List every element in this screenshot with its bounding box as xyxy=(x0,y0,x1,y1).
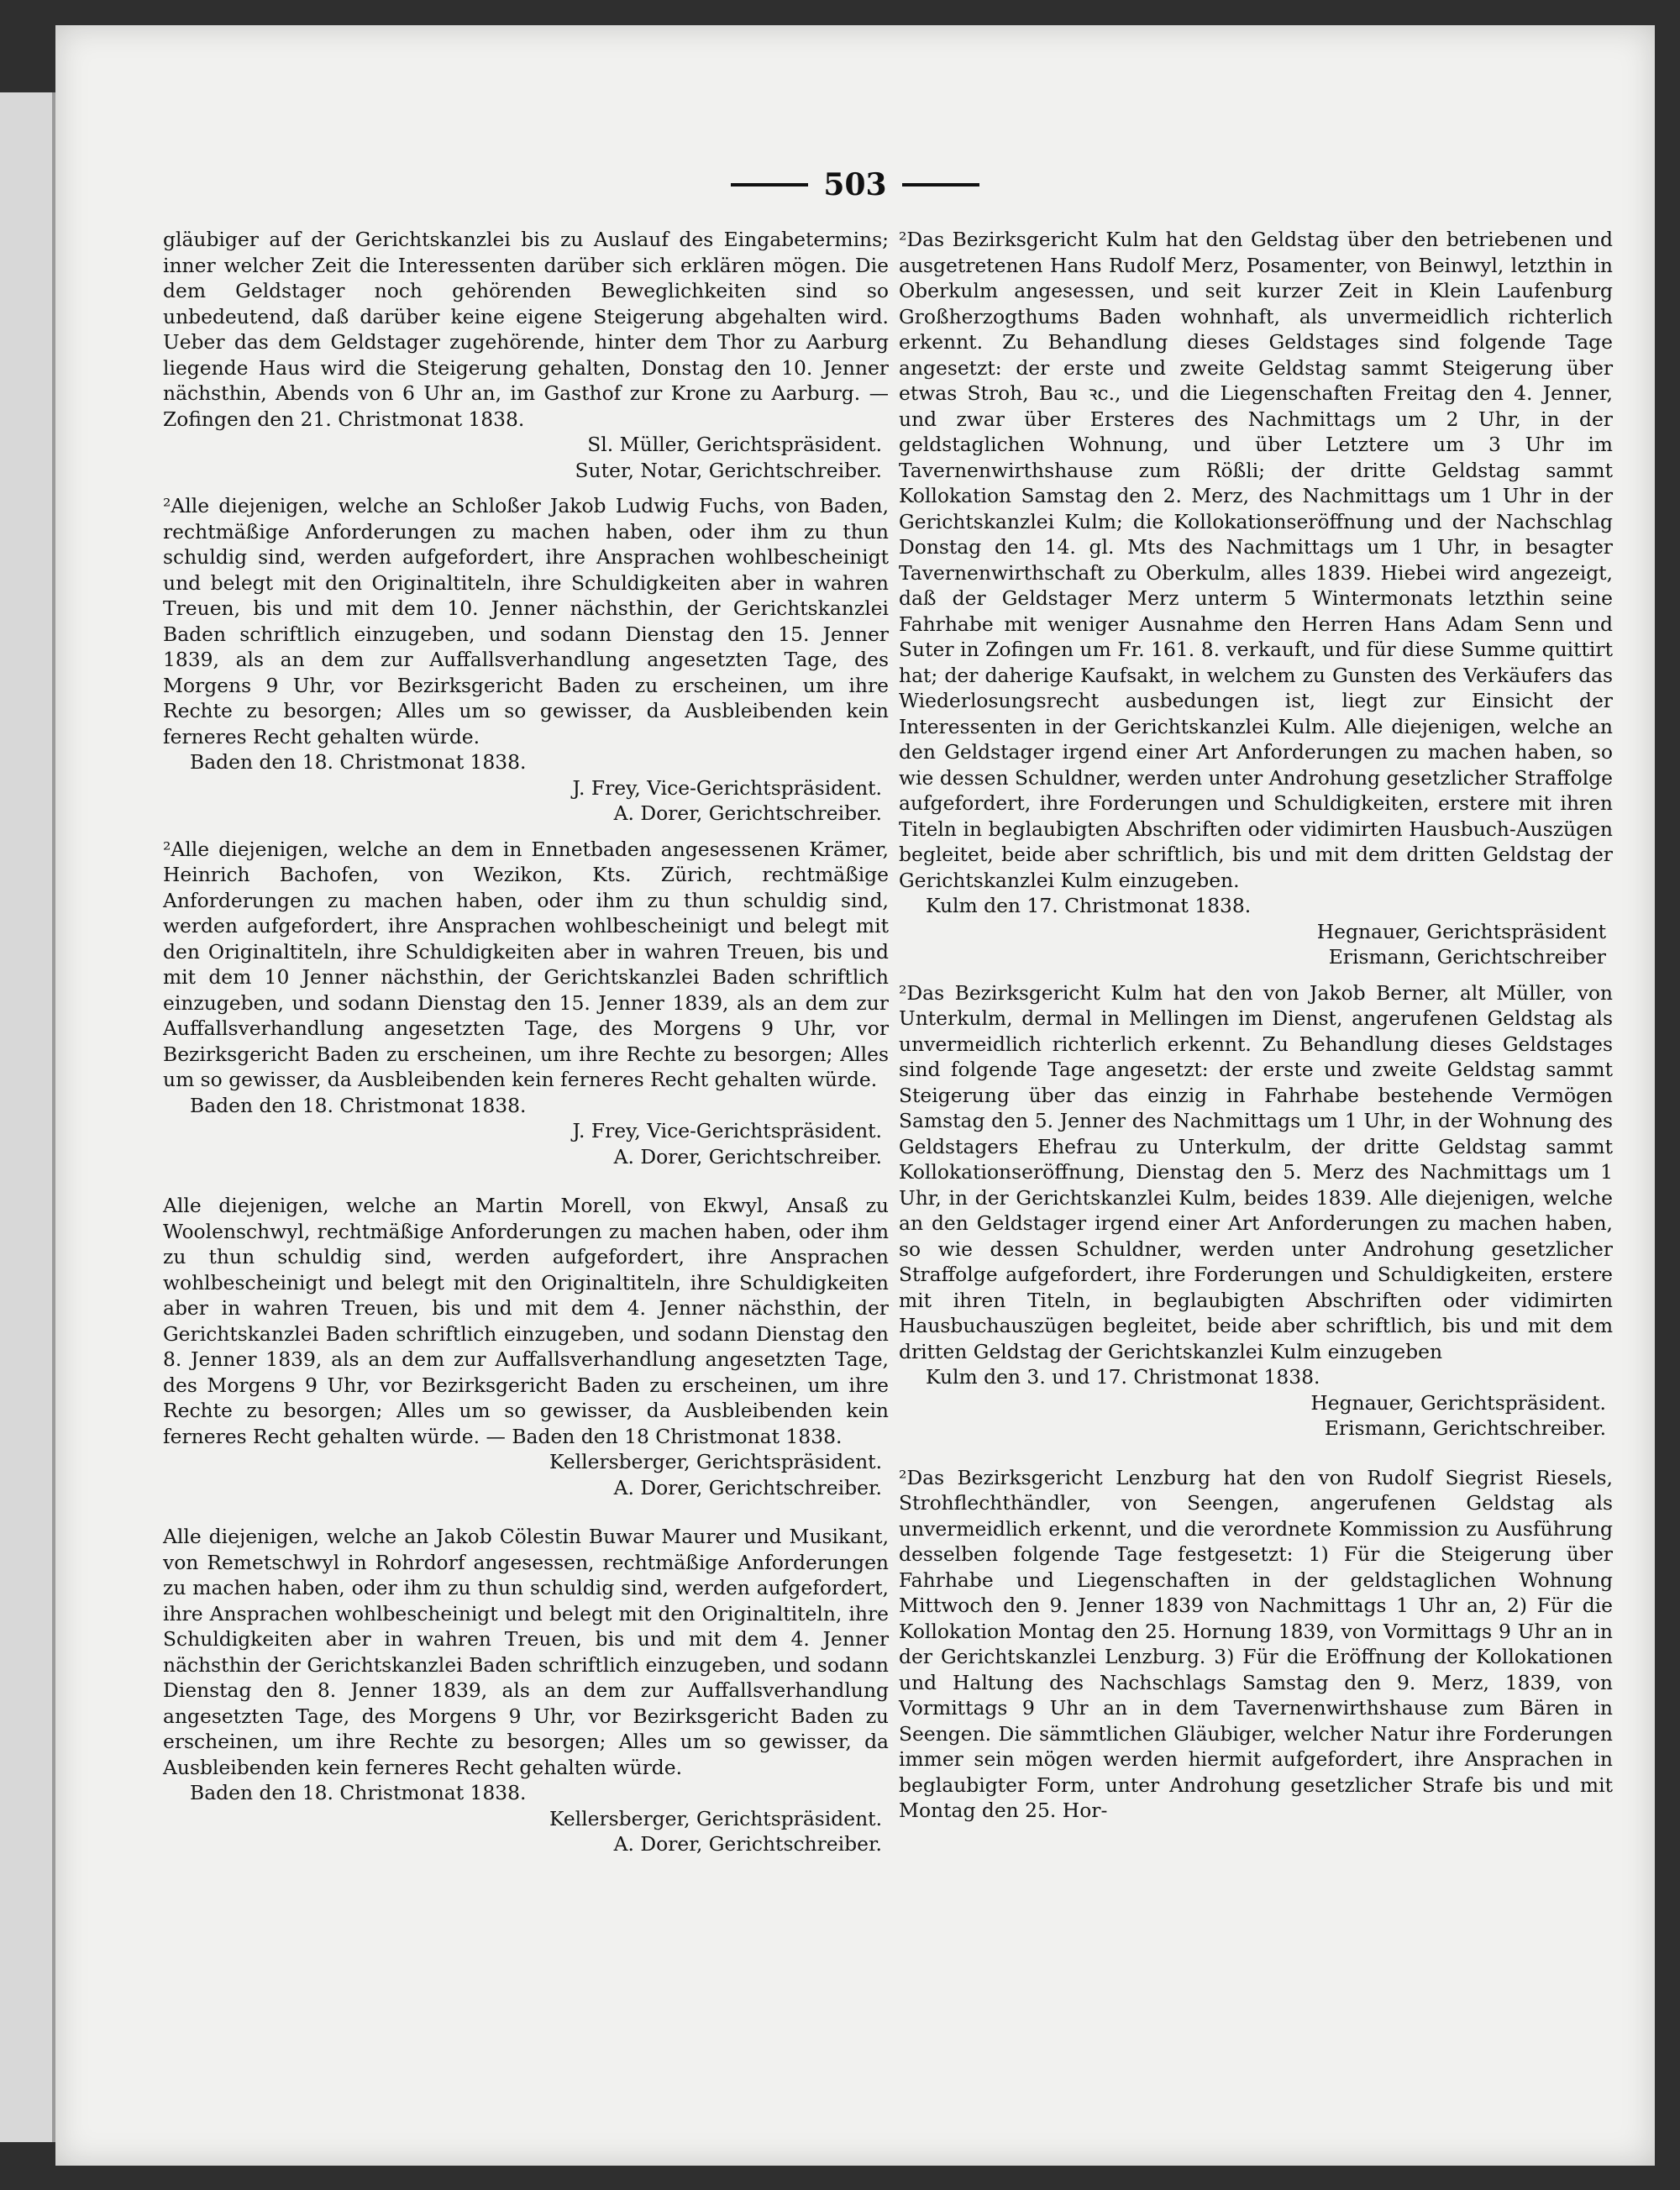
previous-page-edge xyxy=(0,92,55,2142)
signature-clerk: Suter, Notar, Gerichtschreiber. xyxy=(575,458,882,482)
signature-president: Kellersberger, Gerichtspräsident. xyxy=(549,1806,882,1830)
notice-text: Alle diejenigen, welche an Jakob Cölestin Buwar Maurer und Musikant, von Remetschwyl in Rohrdorf angesessen, rechtmäßige Anforderungen zu machen haben, oder ihm zu thun schuldig sind, werden aufgefordert, ihre Ansprachen wohlbescheinigt und belegt mit den Originaltiteln, ihre Schuldigkeiten aber in wahren Treuen, bis und mit dem 4. Jenner nächsthin der Gerichtskanzlei Baden schriftlich einzugeben, und sodann Dienstag den 8. Jenner 1839, als an dem zur Auffallsverhandlung angesetzten Tage, des Morgens 9 Uhr, vor Bezirksgericht Baden zu erscheinen, um ihre Rechte zu besorgen; Alles um so gewisser, da Ausbleibenden kein ferneres Recht gehalten würde. xyxy=(163,1525,889,1779)
signature-president: Hegnauer, Gerichtspräsident. xyxy=(1310,1390,1606,1415)
notice-text: ²Das Bezirksgericht Kulm hat den Geldstag über den betriebenen und ausgetretenen Hans Rudolf Merz, Posamenter, von Beinwyl, letzthin in Oberkulm angesessen, und seit kurzer Zeit in Klein Laufenburg Großherzogthums Baden wohnhaft, als unvermeidlich richterlich erkennt. Zu Behandlung dieses Geldstages sind folgende Tage angesetzt: der erste und zweite Geldstag sammt Steigerung über etwas Stroh, Bau ꝛc., und die Liegenschaften Freitag den 4. Jenner, und zwar über Ersteres des Nachmittags um 2 Uhr, in der geldstaglichen Wohnung, und über Letztere um 3 Uhr im Tavernenwirthshause zum Rößli; der dritte Geldstag sammt Kollokation Samstag den 2. Merz, des Nachmittags um 1 Uhr in der Gerichtskanzlei Kulm; die Kollokationseröffnung und der Nachschlag Donstag den 14. gl. Mts des Nachmittags um 1 Uhr, in besagter Tavernenwirthschaft zu Oberkulm, alles 1839. Hiebei wird angezeigt, daß der Geldstager Merz unterm 5 Wintermonats letzthin seine Fahrhabe mit weniger Ausnahme den Herren Hans Adam Senn und Suter in Zofingen um Fr. 161. 8. verkauft, und für diese Summe quittirt hat; der daherige Kaufsakt, in welchem zu Gunsten des Verkäufers das Wiederlosungsrecht ausbedungen ist, liegt zur Einsicht der Interessenten in der Gerichtskanzlei Kulm. Alle diejenigen, welche an den Geldstager irgend einer Art Anforderungen zu machen haben, so wie dessen Schuldner, werden unter Androhung gesetzlicher Straffolge aufgefordert, ihre Forderungen und Schuldigkeiten, erstere mit ihren Titeln in beglaubigten Abschriften oder vidimirten Hausbuch-Auszügen begleitet, beide aber schriftlich, bis und mit dem dritten Geldstag der Gerichtskanzlei Kulm einzugeben. xyxy=(899,228,1613,892)
notice-siegrist xyxy=(899,1465,1613,1824)
notice-zofingen-continuation xyxy=(163,227,889,483)
page-number: 503 xyxy=(823,167,887,202)
notice-bachofen xyxy=(163,837,889,1170)
notice-dateline: Kulm den 3. und 17. Christmonat 1838. xyxy=(926,1365,1320,1389)
notice-dateline: Baden den 18. Christmonat 1838. xyxy=(190,750,527,774)
notice-dateline: Kulm den 17. Christmonat 1838. xyxy=(926,894,1252,917)
signature-clerk: A. Dorer, Gerichtschreiber. xyxy=(613,1144,882,1169)
signature-president: J. Frey, Vice-Gerichtspräsident. xyxy=(572,1119,882,1142)
header-rule-left xyxy=(731,183,808,186)
left-column xyxy=(163,227,889,1867)
signature-clerk: Erismann, Gerichtschreiber. xyxy=(1324,1416,1606,1440)
page-header xyxy=(55,151,1655,218)
signature-president: Kellersberger, Gerichtspräsident. xyxy=(549,1450,882,1473)
notice-text: Alle diejenigen, welche an Martin Morell, von Ekwyl, Ansaß zu Woolenschwyl, rechtmäßige Anforderungen zu machen haben, oder ihm zu thun schuldig sind, werden aufgefordert, ihre Ansprachen wohlbescheinigt und belegt mit den Originaltiteln, ihre Schuldigkeiten aber in wahren Treuen, bis und mit dem 4. Jenner nächsthin, der Gerichtskanzlei Baden schriftlich einzugeben, und sodann Dienstag den 8. Jenner 1839, als an dem zur Auffallsverhandlung angesetzten Tage, des Morgens 9 Uhr, vor Bezirksgericht Baden zu erscheinen, um ihre Rechte zu besorgen; Alles um so gewisser, da Ausbleibenden kein ferneres Recht gehalten würde. — Baden den 18 Christmonat 1838. xyxy=(163,1194,889,1448)
notice-merz xyxy=(899,227,1613,970)
notice-text: ²Das Bezirksgericht Kulm hat den von Jakob Berner, alt Müller, von Unterkulm, dermal in Mellingen im Dienst, angerufenen Geldstag als unvermeidlich richterlich erkennt. Zu Behandlung dieses Geldstages sind folgende Tage angesetzt: der erste und zweite Geldstag sammt Steigerung über das einzig in Fahrhabe bestehende Vermögen Samstag den 5. Jenner des Nachmittags um 1 Uhr, in der Wohnung des Geldstagers Ehefrau zu Unterkulm, der dritte Geldstag sammt Kollokationseröffnung, Dienstag den 5. Merz des Nachmittags um 1 Uhr, in der Gerichtskanzlei Kulm, beides 1839. Alle diejenigen, welche an den Geldstager irgend einer Art Anforderungen zu machen haben, so wie dessen Schuldner, werden unter Androhung gesetzlicher Straffolge aufgefordert, ihre Forderungen und Schuldigkeiten, erstere mit ihren Titeln, in beglaubigten Abschriften oder vidimirten Hausbuchauszügen begleitet, beide aber schriftlich, bis und mit dem dritten Geldstag der Gerichtskanzlei Kulm einzugeben xyxy=(899,980,1613,1363)
notice-dateline: Baden den 18. Christmonat 1838. xyxy=(190,1093,527,1117)
signature-president: Sl. Müller, Gerichtspräsident. xyxy=(587,433,882,456)
notice-text: gläubiger auf der Gerichtskanzlei bis zu Auslauf des Eingabetermins; inner welcher Zeit die Interessenten darüber sich erklären mögen. Die dem Geldstager noch gehörenden Beweglichkeiten sind so unbedeutend, daß darüber keine eigene Steigerung abgehalten wird. Ueber das dem Geldstager zugehörende, hinter dem Thor zu Aarburg liegende Haus wird die Steigerung gehalten, Donstag den 10. Jenner nächsthin, Abends von 6 Uhr an, im Gasthof zur Krone zu Aarburg. — Zofingen den 21. Christmonat 1838. xyxy=(163,228,889,431)
signature-president: J. Frey, Vice-Gerichtspräsident. xyxy=(572,775,882,800)
signature-clerk: A. Dorer, Gerichtschreiber. xyxy=(613,1832,882,1856)
signature-president: Hegnauer, Gerichtspräsident xyxy=(1316,919,1606,943)
notice-dateline: Baden den 18. Christmonat 1838. xyxy=(190,1781,527,1804)
notice-text: ²Das Bezirksgericht Lenzburg hat den von Rudolf Siegrist Riesels, Strohflechthändler, von Seengen, angerufenen Geldstag als unvermeidlich erkennt, und die verordnete Kommission zu Ausführung desselben folgende Tage festgesetzt: 1) Für die Steigerung über Fahrhabe und Liegenschaften in der geldstaglichen Wohnung Mittwoch den 9. Jenner 1839 von Nachmittags 1 Uhr an, 2) Für die Kollokation Montag den 25. Hornung 1839, von Vormittags 9 Uhr an in der Gerichtskanzlei Lenzburg. 3) Für die Eröffnung der Kollokationen und Haltung des Nachschlags Samstag den 9. Merz, 1839, von Vormittags 9 Uhr an in dem Tavernenwirthshause zum Bären in Seengen. Die sämmtlichen Gläubiger, welcher Natur ihre Forderungen immer sein mögen werden hiermit aufgefordert, ihre Ansprachen in beglaubigter Form, unter Androhung gesetzlicher Strafe bis und mit Montag den 25. Hor- xyxy=(899,1465,1613,1822)
notice-text: ²Alle diejenigen, welche an Schloßer Jakob Ludwig Fuchs, von Baden, rechtmäßige Anforderungen zu machen haben, oder ihm zu thun schuldig sind, werden aufgefordert, ihre Ansprachen wohlbescheinigt und belegt mit den Originaltiteln, ihre Schuldigkeiten aber in wahren Treuen, bis und mit dem 10. Jenner nächsthin, der Gerichtskanzlei Baden schriftlich einzugeben, und sodann Dienstag den 15. Jenner 1839, als an dem zur Auffallsverhandlung angesetzten Tage, des Morgens 9 Uhr, vor Bezirksgericht Baden zu erscheinen, um ihre Rechte zu besorgen; Alles um so gewisser, da Ausbleibenden kein ferneres Recht gehalten würde. xyxy=(163,494,889,748)
notice-berner xyxy=(899,980,1613,1442)
signature-clerk: A. Dorer, Gerichtschreiber. xyxy=(613,1475,882,1499)
signature-clerk: Erismann, Gerichtschreiber xyxy=(1328,945,1606,969)
right-column xyxy=(899,227,1613,1834)
notice-fuchs xyxy=(163,493,889,827)
newspaper-page xyxy=(55,25,1655,2166)
signature-clerk: A. Dorer, Gerichtschreiber. xyxy=(613,801,882,825)
notice-morell xyxy=(163,1193,889,1500)
header-rule-right xyxy=(902,183,979,186)
notice-buwar xyxy=(163,1524,889,1857)
notice-text: ²Alle diejenigen, welche an dem in Ennetbaden angesessenen Krämer, Heinrich Bachofen, von Wezikon, Kts. Zürich, rechtmäßige Anforderungen zu machen haben, oder ihm zu thun schuldig sind, werden aufgefordert, ihre Ansprachen wohlbescheinigt und belegt mit den Originaltiteln, ihre Schuldigkeiten aber in wahren Treuen, bis und mit dem 10 Jenner nächsthin, der Gerichtskanzlei Baden schriftlich einzugeben, und sodann Dienstag den 15. Jenner 1839, als an dem zur Auffallsverhandlung angesetzten Tage, des Morgens 9 Uhr, vor Bezirksgericht Baden zu erscheinen, um ihre Rechte zu besorgen; Alles um so gewisser, da Ausbleibenden kein ferneres Recht gehalten würde. xyxy=(163,837,889,1091)
